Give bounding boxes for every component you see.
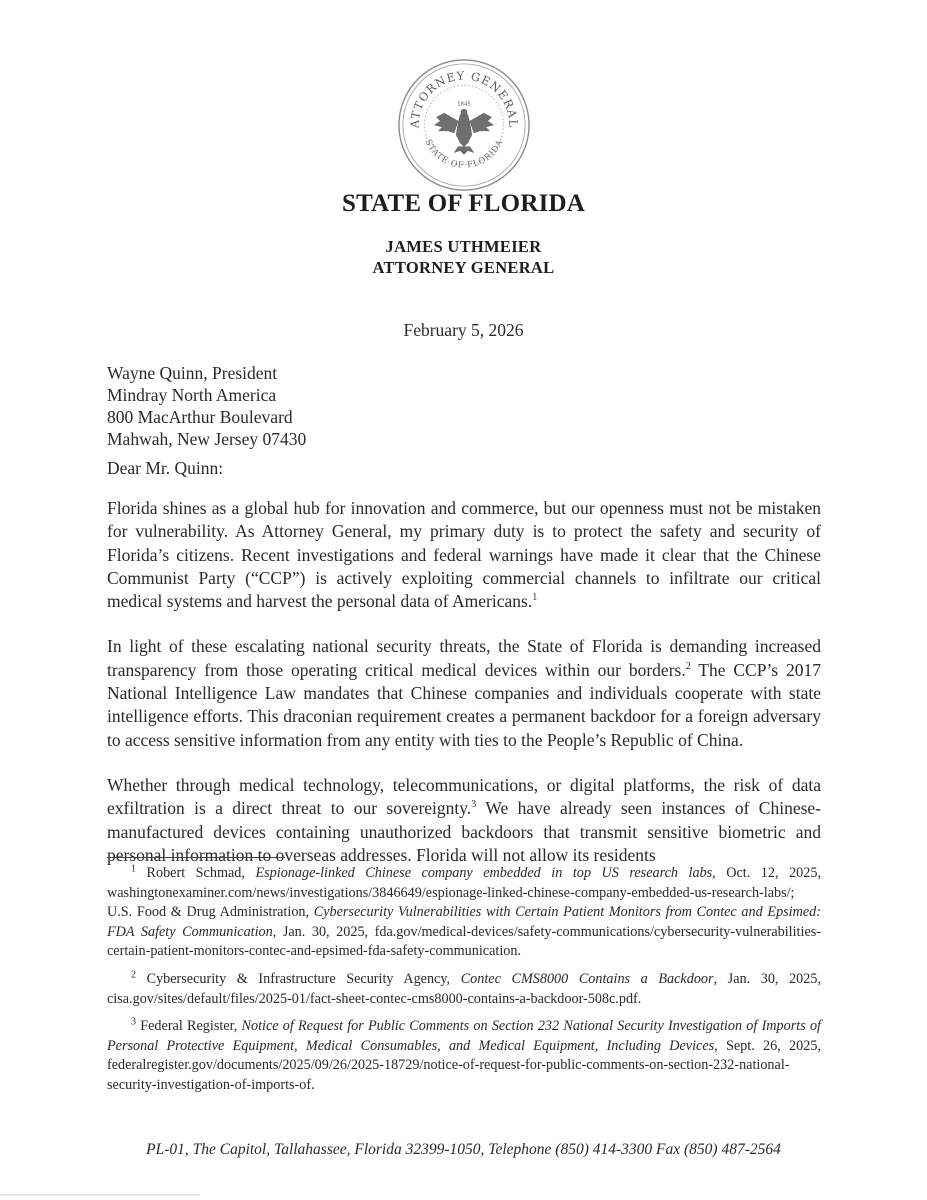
footnote-3-text-a: Federal Register, [136,1018,242,1035]
footnote-ref-2: 2 [685,660,691,672]
footnote-3-text-b: , Sept. 26, 2025, federalregister.gov/documents/2025/09/26/2025-18729/notice-of-request-for-public-comments-on-section-232-national-security-investigation-of-imports-of. [107,1037,821,1093]
paragraph-1 [107,497,821,613]
paragraph-2-text-a: In light of these escalating national security threats, the State of Florida is demanding increased transparency from those operating critical medical devices within our borders. [107,636,821,680]
recipient-company: Mindray North America [107,385,277,405]
footnote-1-title-b: Cybersecurity Vulnerabilities with Certain Patient Monitors from Contec and Epsimed: FDA Safety Communication [107,904,821,940]
letterhead-footer: PL-01, The Capitol, Tallahassee, Florida 32399-1050, Telephone (850) 414-3300 Fax (850) 487-2564 [146,1141,781,1158]
recipient-city: Mahwah, New Jersey 07430 [107,429,307,449]
footnote-1-number: 1 [131,863,136,875]
footnote-ref-3: 3 [471,799,477,811]
seal-year: 1845 [457,101,471,108]
salutation: Dear Mr. Quinn: [107,458,224,478]
seal-arc-top-text: ATTORNEY GENERAL [407,68,521,129]
footnote-ref-1: 1 [532,592,538,604]
footnote-3 [107,1017,821,1095]
footnote-2-number: 2 [131,969,136,981]
footnote-2-title: Contec CMS8000 Contains a Backdoor [460,970,714,987]
paragraph-3 [107,774,821,867]
attorney-general-name: JAMES UTHMEIER [385,237,542,256]
paragraph-2-text-b: The CCP’s 2017 National Intelligence Law mandates that Chinese companies and individuals cooperate with state intelligence efforts. This draconian requirement creates a permanent backdoor for a foreign adversary to access sensitive information from any entity with ties to the People’s Republic of China. [107,659,822,750]
seal-arc-bottom-text: STATE OF FLORIDA [423,137,505,170]
letter-date: February 5, 2026 [403,320,524,340]
paragraph-2 [107,635,821,751]
recipient-street: 800 MacArthur Boulevard [107,407,293,427]
footnotes [107,864,821,1104]
footnote-1-title-a: Espionage-linked Chinese company embedded in top US research labs [255,865,713,881]
footnote-1-text-a: Robert Schmad, [136,865,256,881]
recipient-name: Wayne Quinn, President [107,363,278,383]
paragraph-3-text-a: Whether through medical technology, telecommunications, or digital platforms, the risk of data exfiltration is a direct threat to our sovereignty. [107,774,821,819]
footnote-1 [107,864,821,962]
footnote-2 [107,970,821,1009]
scan-edge [0,1194,200,1196]
paragraph-3-text-b: We have already seen instances of Chinese-manufactured devices containing unauthorized backdoors that transmit sensitive biometric and personal information to overseas addresses. Florida will not allow its residents [107,798,821,865]
footnote-2-text-b: , Jan. 30, 2025, cisa.gov/sites/default/files/2025-01/fact-sheet-contec-cms8000-contains-a-backdoor-508c.pdf. [107,970,821,1007]
letter-body [107,497,821,889]
footnote-2-text-a: Cybersecurity & Infrastructure Security Agency, [136,970,461,987]
eagle-icon [434,109,493,155]
footnote-3-number: 3 [131,1016,136,1028]
paragraph-1-text: Florida shines as a global hub for innovation and commerce, but our openness must not be mistaken for vulnerability. As Attorney General, my primary duty is to protect the safety and security of Florida’s citizens. Recent investigations and federal warnings have made it clear that the Chinese Communist Party (“CCP”) is actively exploiting commercial channels to infiltrate our critical medical systems and harvest the personal data of Americans. [107,498,821,612]
footnote-1-text-b: , Oct. 12, 2025, washingtonexaminer.com/news/investigations/3846649/espionage-linked-chinese-company-embedded-us-research-labs/; U.S. Food & Drug Administration, [107,865,821,921]
attorney-general-seal [395,56,533,194]
attorney-general-title: ATTORNEY GENERAL [372,258,555,277]
footnote-1-text-c: , Jan. 30, 2025, fda.gov/medical-devices/safety-communications/cybersecurity-vulnerabilities-certain-patient-monitors-contec-and-epsimed-fda-safety-communication. [107,923,821,960]
recipient-address [107,362,306,450]
footnote-divider [107,857,285,858]
state-title: STATE OF FLORIDA [341,190,586,217]
footnote-3-title: Notice of Request for Public Comments on Section 232 National Security Investigation of Imports of Personal Protective Equipment, Medical Consumables, and Medical Equipment, Including Devices [107,1018,821,1054]
